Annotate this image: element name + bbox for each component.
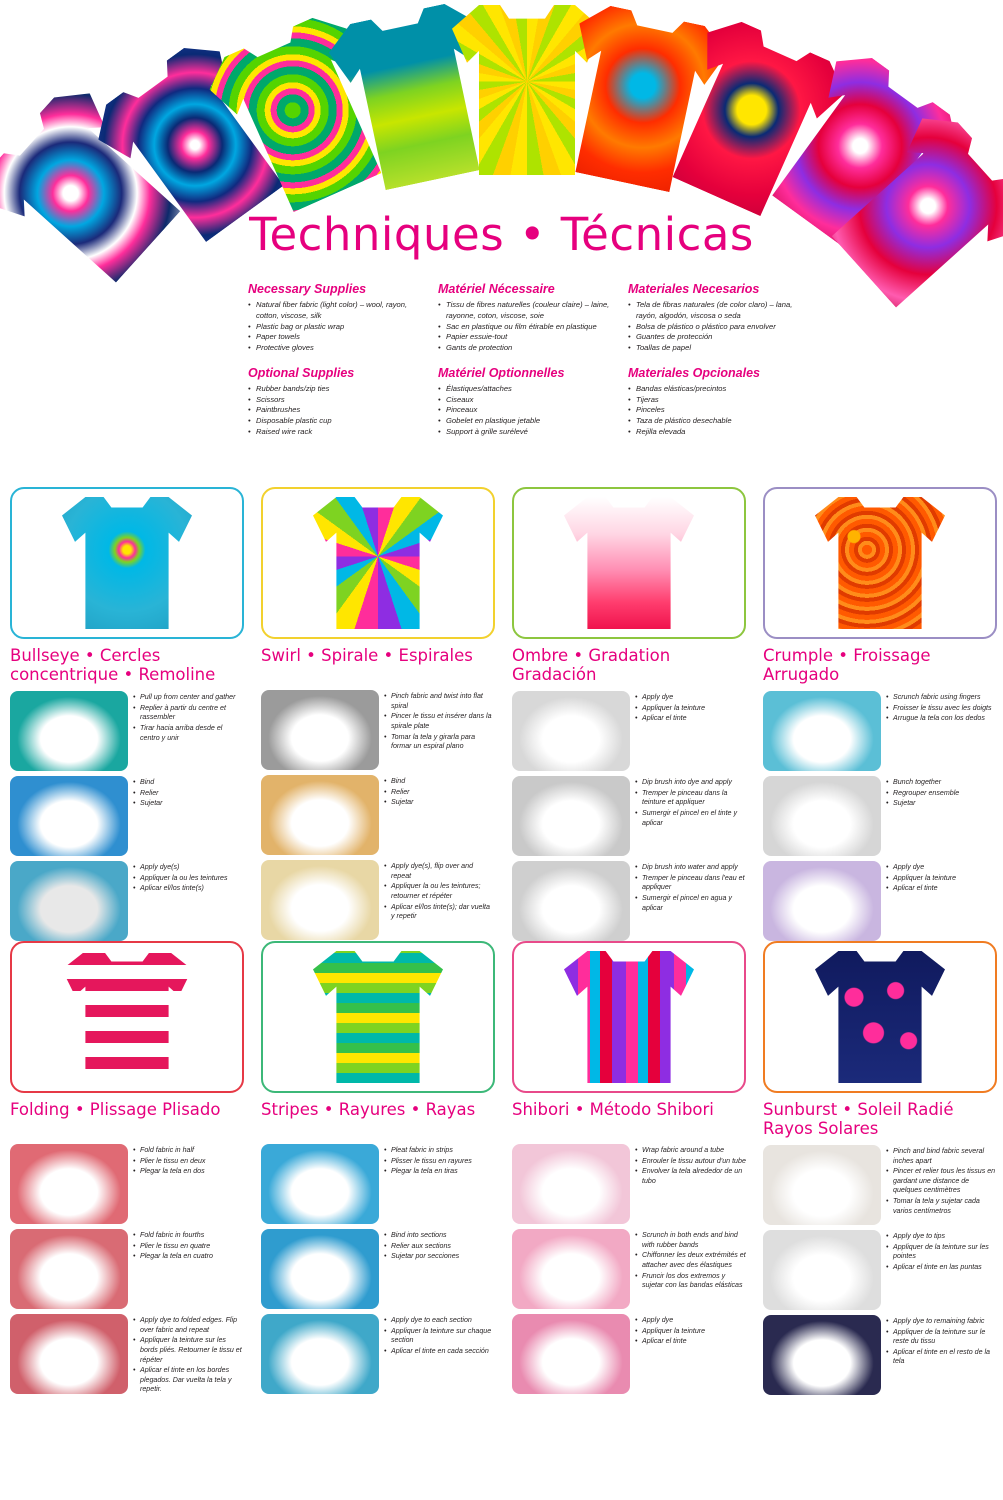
step-photo: [10, 1144, 128, 1224]
technique-step: [261, 1314, 495, 1394]
step-photo: [512, 1229, 630, 1309]
list-item: • Disposable plastic cup: [248, 416, 428, 427]
list-item: • Taza de plástico desechable: [628, 416, 808, 427]
step-instructions: [886, 776, 959, 810]
list-item: • Bandas elásticas/precintos: [628, 384, 808, 395]
list-item: • Bolsa de plástico o plástico para envolver: [628, 322, 808, 333]
step-instructions: [886, 1230, 997, 1274]
optional-supplies-heading: Materiales Opcionales: [628, 365, 761, 380]
technique-step: [10, 1144, 244, 1224]
step-photo: [763, 1145, 881, 1225]
optional-supplies-heading: Optional Supplies: [248, 365, 355, 380]
step-instructions: [886, 1145, 997, 1217]
step-photo: [261, 775, 379, 855]
step-instruction-line: • Tirar hacia arriba desde el centro y unir: [133, 724, 244, 743]
technique-card-stripes: [253, 941, 503, 1396]
step-photo: [763, 861, 881, 941]
technique-steps: [261, 690, 495, 940]
list-item: • Paintbrushes: [248, 405, 428, 416]
step-instruction-line: • Apply dye to folded edges. Flip over fabric and repeat: [133, 1316, 244, 1335]
step-instruction-line: • Apply dye to each section: [384, 1316, 495, 1326]
supplies-section: [248, 282, 808, 438]
technique-steps: [261, 1144, 495, 1394]
step-instructions: [133, 1229, 213, 1263]
step-instruction-line: • Pincer le tissu et insérer dans la spirale plate: [384, 712, 495, 731]
technique-step: [763, 1145, 997, 1225]
technique-card-shibori: [504, 941, 754, 1396]
list-item: • Gobelet en plastique jetable: [438, 416, 618, 427]
step-instructions: [635, 1229, 746, 1292]
list-item: • Tijeras: [628, 395, 808, 406]
step-photo: [261, 690, 379, 770]
step-instruction-line: • Arrugue la tela con los dedos: [886, 714, 992, 724]
technique-step: [763, 776, 997, 856]
step-instruction-line: • Apply dye to tips: [886, 1232, 997, 1242]
step-photo: [512, 861, 630, 941]
step-instruction-line: • Replier à partir du centre et rassembler: [133, 704, 244, 723]
technique-title: Swirl • Spirale • Espirales: [261, 646, 473, 665]
step-instruction-line: • Apply dye to remaining fabric: [886, 1317, 997, 1327]
technique-step: [261, 860, 495, 940]
list-item: • Papier essuie-tout: [438, 332, 618, 343]
step-instruction-line: • Regrouper ensemble: [886, 789, 959, 799]
step-instruction-line: • Apply dye(s): [133, 863, 228, 873]
list-item: • Natural fiber fabric (light color) – wool, rayon, cotton, viscose, silk: [248, 300, 428, 322]
supplies-column-spanish: [628, 282, 808, 438]
technique-photo-stripes: [261, 941, 495, 1093]
step-instruction-line: • Sujetar: [384, 798, 413, 808]
step-instruction-line: • Appliquer la teinture: [635, 704, 705, 714]
step-instruction-line: • Tremper le pinceau dans la teinture et appliquer: [635, 789, 746, 808]
step-instructions: [886, 861, 956, 895]
step-instruction-line: • Pincer et relier tous les tissus en gardant une distance de quelques centimètres: [886, 1167, 997, 1196]
technique-step: [512, 1144, 746, 1224]
technique-title: Crumple • Froissage Arrugado: [763, 646, 931, 685]
technique-step: [10, 691, 244, 771]
step-photo: [763, 1230, 881, 1310]
tshirt-illustration: [313, 497, 443, 629]
necessary-supplies-heading: Necessary Supplies: [248, 282, 367, 296]
step-instruction-line: • Appliquer la teinture sur les bords pliés. Retourner le tissu et répéter: [133, 1336, 244, 1365]
technique-step: [763, 1230, 997, 1310]
tshirt-illustration: [815, 497, 945, 629]
step-instructions: [635, 691, 705, 725]
step-instruction-line: • Sujetar: [133, 799, 162, 809]
technique-card-sunburst: [755, 941, 1003, 1396]
technique-step: [512, 776, 746, 856]
supplies-column-french: [438, 282, 618, 438]
technique-photo-sunburst: [763, 941, 997, 1093]
step-instructions: [384, 860, 495, 923]
step-instructions: [886, 691, 992, 725]
list-item: • Tela de fibras naturales (de color claro) – lana, rayón, algodón, viscosa o seda: [628, 300, 808, 322]
step-instruction-line: • Aplicar el tinte en cada sección: [384, 1347, 495, 1357]
tshirt-illustration: [62, 951, 192, 1083]
step-instruction-line: • Plisser le tissu en rayures: [384, 1157, 472, 1167]
tshirt-illustration: [62, 497, 192, 629]
step-instruction-line: • Pleat fabric in strips: [384, 1146, 472, 1156]
necessary-supplies-heading: Matériel Nécessaire: [438, 282, 555, 296]
technique-title: Folding • Plissage Plisado: [10, 1099, 221, 1119]
step-instruction-line: • Sumergir el pincel en agua y aplicar: [635, 894, 746, 913]
list-item: • Paper towels: [248, 332, 428, 343]
step-instruction-line: • Apply dye(s), flip over and repeat: [384, 862, 495, 881]
necessary-supplies-list: [248, 300, 428, 354]
technique-grid: [0, 487, 1003, 1396]
step-instructions: [886, 1315, 997, 1368]
technique-step: [512, 861, 746, 941]
step-instructions: [635, 1314, 705, 1348]
technique-card-swirl: [253, 487, 503, 941]
necessary-supplies-heading: Materiales Necesarios: [628, 282, 760, 296]
step-instructions: [133, 776, 162, 810]
step-instructions: [133, 691, 244, 744]
optional-supplies-heading: Matériel Optionnelles: [438, 365, 565, 380]
step-instruction-line: • Appliquer la teinture: [886, 874, 956, 884]
step-instruction-line: • Aplicar el tinte en las puntas: [886, 1263, 997, 1273]
list-item: • Élastiques/attaches: [438, 384, 618, 395]
list-item: • Pinceles: [628, 405, 808, 416]
step-instruction-line: • Fold fabric in half: [133, 1146, 205, 1156]
step-instruction-line: • Fold fabric in fourths: [133, 1231, 213, 1241]
list-item: • Scissors: [248, 395, 428, 406]
step-instruction-line: • Wrap fabric around a tube: [635, 1146, 746, 1156]
step-instruction-line: • Plier le tissu en deux: [133, 1157, 205, 1167]
step-instruction-line: • Pinch and bind fabric several inches apart: [886, 1147, 997, 1166]
list-item: • Rejilla elevada: [628, 427, 808, 438]
step-instruction-line: • Fruncir los dos extremos y sujetar con las bandas elásticas: [635, 1272, 746, 1291]
step-photo: [261, 1144, 379, 1224]
technique-step: [261, 775, 495, 855]
step-instruction-line: • Plier le tissu en quatre: [133, 1242, 213, 1252]
list-item: • Protective gloves: [248, 343, 428, 354]
step-instruction-line: • Apply dye: [635, 1316, 705, 1326]
technique-card-bullseye: [2, 487, 252, 941]
step-instructions: [384, 690, 495, 753]
hero-section: [0, 0, 1003, 480]
technique-step: [512, 1229, 746, 1309]
step-instruction-line: • Tomar la tela y sujetar cada varios centímetros: [886, 1197, 997, 1216]
step-instruction-line: • Sujetar: [886, 799, 959, 809]
step-photo: [512, 776, 630, 856]
technique-step: [763, 691, 997, 771]
necessary-supplies-list: [628, 300, 808, 354]
optional-supplies-list: [628, 384, 808, 438]
technique-steps: [10, 691, 244, 941]
step-instruction-line: • Scrunch in both ends and bind with rubber bands: [635, 1231, 746, 1250]
step-instruction-line: • Envolver la tela alrededor de un tubo: [635, 1167, 746, 1186]
technique-step: [10, 1229, 244, 1309]
step-instructions: [635, 861, 746, 914]
step-instruction-line: • Bind: [133, 778, 162, 788]
list-item: • Pinceaux: [438, 405, 618, 416]
technique-steps: [763, 691, 997, 941]
technique-title: Bullseye • Cercles concentrique • Remoline: [10, 646, 216, 685]
step-instruction-line: • Aplicar el tinte en el resto de la tela: [886, 1348, 997, 1367]
technique-card-folding: [2, 941, 252, 1396]
step-instructions: [384, 1229, 459, 1263]
step-instruction-line: • Tremper le pinceau dans l'eau et appliquer: [635, 874, 746, 893]
step-instruction-line: • Aplicar el tinte: [635, 1337, 705, 1347]
technique-photo-swirl: [261, 487, 495, 639]
list-item: • Support à grille surélevé: [438, 427, 618, 438]
step-instruction-line: • Bunch together: [886, 778, 959, 788]
technique-photo-crumple: [763, 487, 997, 639]
technique-steps: [512, 1144, 746, 1394]
technique-photo-ombre: [512, 487, 746, 639]
step-instruction-line: • Relier aux sections: [384, 1242, 459, 1252]
technique-steps: [10, 1144, 244, 1396]
step-instruction-line: • Pinch fabric and twist into flat spiral: [384, 692, 495, 711]
technique-step: [261, 690, 495, 770]
step-instructions: [635, 1144, 746, 1188]
technique-step: [261, 1229, 495, 1309]
list-item: • Tissu de fibres naturelles (couleur claire) – laine, rayonne, coton, viscose, soie: [438, 300, 618, 322]
step-photo: [10, 861, 128, 941]
technique-steps: [763, 1145, 997, 1395]
necessary-supplies-list: [438, 300, 618, 354]
tshirt-illustration: [313, 951, 443, 1083]
step-instruction-line: • Appliquer de la teinture sur les pointes: [886, 1243, 997, 1262]
step-instructions: [384, 1144, 472, 1178]
step-photo: [261, 860, 379, 940]
step-photo: [512, 1314, 630, 1394]
supplies-column-english: [248, 282, 428, 438]
step-photo: [763, 776, 881, 856]
technique-photo-shibori: [512, 941, 746, 1093]
page-title: Techniques • Técnicas: [249, 208, 754, 261]
step-instruction-line: • Plegar la tela en cuatro: [133, 1252, 213, 1262]
list-item: • Gants de protection: [438, 343, 618, 354]
step-instruction-line: • Aplicar el tinte: [886, 884, 956, 894]
step-instructions: [635, 776, 746, 829]
step-instruction-line: • Chiffonner les deux extrémités et attacher avec des élastiques: [635, 1251, 746, 1270]
step-photo: [261, 1314, 379, 1394]
technique-photo-bullseye: [10, 487, 244, 639]
list-item: • Toallas de papel: [628, 343, 808, 354]
step-instruction-line: • Enrouler le tissu autour d'un tube: [635, 1157, 746, 1167]
step-photo: [10, 1314, 128, 1394]
step-instructions: [133, 1314, 244, 1396]
step-instruction-line: • Aplicar el tinte en los bordes plegados. Dar vuelta la tela y repetir.: [133, 1366, 244, 1395]
step-photo: [512, 691, 630, 771]
step-photo: [10, 691, 128, 771]
tshirt-illustration: [564, 951, 694, 1083]
list-item: • Sac en plastique ou film étirable en plastique: [438, 322, 618, 333]
step-instructions: [384, 1314, 495, 1358]
step-instruction-line: • Dip brush into dye and apply: [635, 778, 746, 788]
list-item: • Guantes de protección: [628, 332, 808, 343]
list-item: • Rubber bands/zip ties: [248, 384, 428, 395]
technique-steps: [512, 691, 746, 941]
step-instructions: [133, 861, 228, 895]
step-instruction-line: • Appliquer la teinture sur chaque section: [384, 1327, 495, 1346]
step-instruction-line: • Apply dye: [886, 863, 956, 873]
step-photo: [763, 1315, 881, 1395]
technique-title: Stripes • Rayures • Rayas: [261, 1099, 476, 1119]
optional-supplies-list: [248, 384, 428, 438]
step-instruction-line: • Bind: [384, 777, 413, 787]
step-instructions: [384, 775, 413, 809]
technique-card-crumple: [755, 487, 1003, 941]
tshirt-illustration: [564, 497, 694, 629]
step-instruction-line: • Aplicar el tinte: [635, 714, 705, 724]
step-instruction-line: • Appliquer la teinture: [635, 1327, 705, 1337]
step-instruction-line: • Bind into sections: [384, 1231, 459, 1241]
tshirt-illustration: [815, 951, 945, 1083]
step-instruction-line: • Sumergir el pincel en el tinte y aplicar: [635, 809, 746, 828]
step-instruction-line: • Plegar la tela en dos: [133, 1167, 205, 1177]
step-instruction-line: • Dip brush into water and apply: [635, 863, 746, 873]
step-photo: [512, 1144, 630, 1224]
step-instruction-line: • Tomar la tela y girarla para formar un espiral plano: [384, 733, 495, 752]
step-instruction-line: • Sujetar por secciones: [384, 1252, 459, 1262]
page-title-block: [0, 208, 1003, 261]
technique-card-ombre: [504, 487, 754, 941]
step-instruction-line: • Appliquer la ou les teintures: [133, 874, 228, 884]
step-instructions: [133, 1144, 205, 1178]
step-instruction-line: • Froisser le tissu avec les doigts: [886, 704, 992, 714]
technique-step: [261, 1144, 495, 1224]
step-instruction-line: • Appliquer la ou les teintures; retourner et répéter: [384, 882, 495, 901]
technique-step: [10, 1314, 244, 1396]
technique-step: [10, 776, 244, 856]
technique-title: Ombre • Gradation Gradación: [512, 646, 671, 685]
list-item: • Ciseaux: [438, 395, 618, 406]
step-photo: [261, 1229, 379, 1309]
step-instruction-line: • Aplicar el/los tinte(s): [133, 884, 228, 894]
step-instruction-line: • Scrunch fabric using fingers: [886, 693, 992, 703]
list-item: • Plastic bag or plastic wrap: [248, 322, 428, 333]
technique-photo-folding: [10, 941, 244, 1093]
list-item: • Raised wire rack: [248, 427, 428, 438]
step-instruction-line: • Appliquer de la teinture sur le reste du tissu: [886, 1328, 997, 1347]
step-instruction-line: • Plegar la tela en tiras: [384, 1167, 472, 1177]
technique-title: Sunburst • Soleil Radié Rayos Solares: [763, 1099, 954, 1139]
step-photo: [10, 776, 128, 856]
step-instruction-line: • Aplicar el/los tinte(s); dar vuelta y repetir: [384, 903, 495, 922]
technique-step: [763, 1315, 997, 1395]
technique-step: [10, 861, 244, 941]
technique-step: [763, 861, 997, 941]
technique-step: [512, 1314, 746, 1394]
optional-supplies-list: [438, 384, 618, 438]
step-instruction-line: • Apply dye: [635, 693, 705, 703]
step-instruction-line: • Relier: [384, 788, 413, 798]
technique-step: [512, 691, 746, 771]
step-photo: [10, 1229, 128, 1309]
step-instruction-line: • Relier: [133, 789, 162, 799]
step-photo: [763, 691, 881, 771]
step-instruction-line: • Pull up from center and gather: [133, 693, 244, 703]
technique-title: Shibori • Método Shibori: [512, 1099, 714, 1119]
